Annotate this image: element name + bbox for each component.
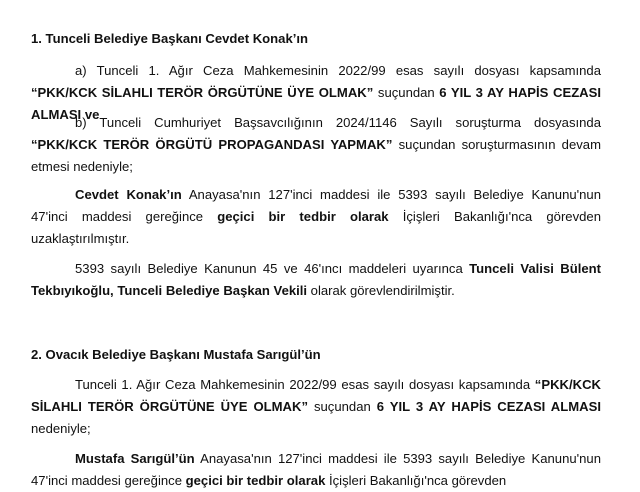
text-run: Anayasa'nın 127'inci maddesi ile 5393 sayılı Belediye Kanunu'nun 47'inci maddesi gereğince [31,187,602,224]
bold-run: geçici bir tedbir olarak [185,473,326,488]
section-2-paragraph-b [31,448,601,492]
text-run: Tunceli 1. Ağır Ceza Mahkemesinin 2022/99 esas sayılı dosyası kapsamında [75,377,535,392]
text-run: İçişleri Bakanlığı'nca görevden uzaklaştırılmıştır. [31,209,601,246]
bold-run: Mustafa Sarıgül’ün [75,451,195,466]
text-run: a) Tunceli 1. Ağır Ceza Mahkemesinin 2022/99 esas sayılı dosyası kapsamında [75,63,601,78]
section-2-heading: 2. Ovacık Belediye Başkanı Mustafa Sarıgül’ün [31,347,321,362]
text-run: 5393 sayılı Belediye Kanunun 45 ve 46'ıncı maddeleri uyarınca [75,261,470,276]
section-2-paragraph-a [31,374,601,440]
bold-run: Cevdet Konak’ın [75,187,182,202]
bold-run: “PKK/KCK SİLAHLI TERÖR ÖRGÜTÜNE ÜYE OLMAK” [31,377,601,414]
text-run: olarak görevlendirilmiştir. [307,283,455,298]
bold-run: 6 YIL 3 AY HAPİS CEZASI ALMASI ve [31,85,602,122]
text-run: b) Tunceli Cumhuriyet Başsavcılığının 2024/1146 Sayılı soruşturma dosyasında [75,115,601,130]
text-run: suçundan [308,399,377,414]
section-1-paragraph-d [31,258,601,302]
text-run: Anayasa'nın 127'inci maddesi ile 5393 sayılı Belediye Kanunu'nun 47'inci maddesi gereğince [31,451,601,488]
text-run: suçundan soruşturmasının devam etmesi nedeniyle; [31,137,601,174]
text-run: suçundan [373,85,440,100]
section-1-paragraph-b [31,112,601,178]
bold-run: 6 YIL 3 AY HAPİS CEZASI ALMASI [376,399,601,414]
bold-run: “PKK/KCK SİLAHLI TERÖR ÖRGÜTÜNE ÜYE OLMAK” [31,85,374,100]
section-1-heading: 1. Tunceli Belediye Başkanı Cevdet Konak’ın [31,31,309,46]
text-run: İçişleri Bakanlığı'nca görevden [325,473,507,488]
bold-run: “PKK/KCK TERÖR ÖRGÜTÜ PROPAGANDASI YAPMAK” [31,137,393,152]
text-run: nedeniyle; [31,421,91,436]
section-1-paragraph-c [31,184,601,250]
bold-run: geçici bir tedbir olarak [217,209,389,224]
bold-run: Tunceli Valisi Bülent Tekbıyıkoğlu, Tunceli Belediye Başkan Vekili [31,261,601,298]
